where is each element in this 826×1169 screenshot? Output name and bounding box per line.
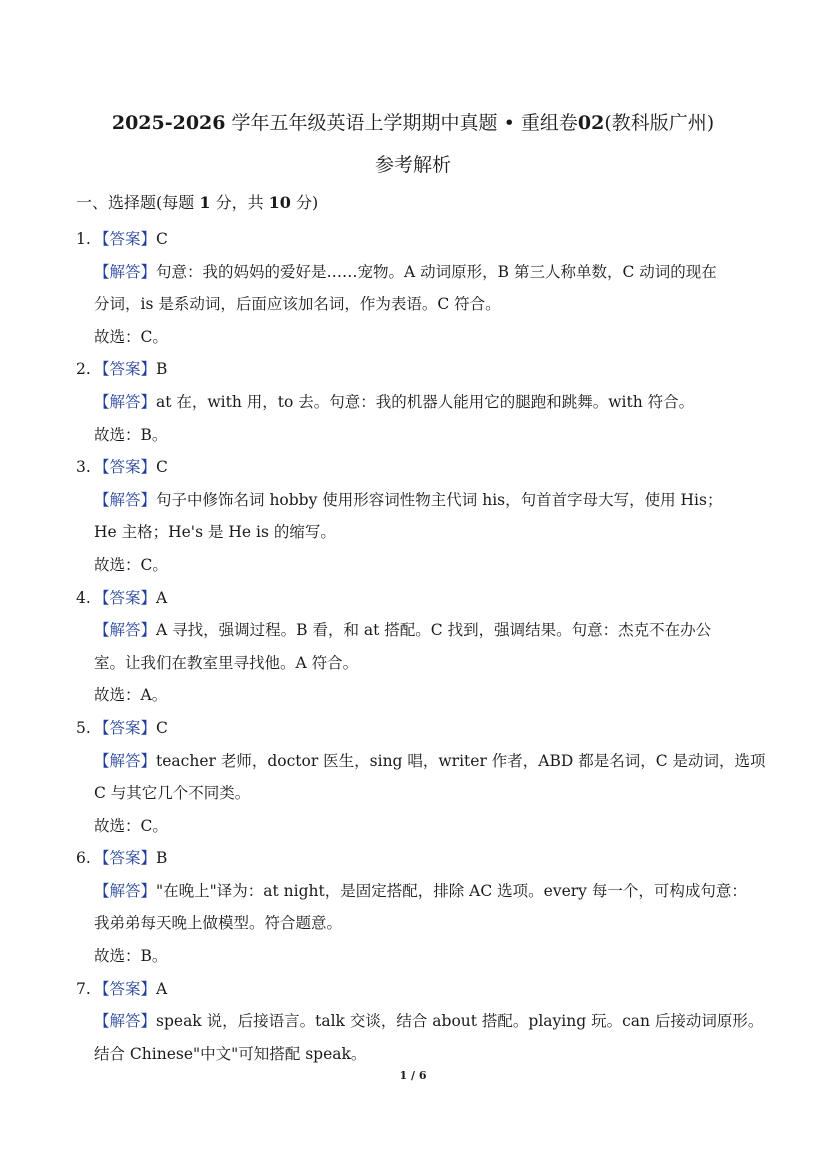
- explanation-line: [76, 614, 736, 647]
- explanation-text: 我弟弟每天晚上做模型。符合题意。: [94, 914, 343, 933]
- title-num: 02: [577, 112, 605, 134]
- explanation-line: [76, 647, 736, 680]
- explanation-line: [76, 256, 736, 289]
- conclusion-line: 故选：B。: [94, 947, 168, 966]
- section-n2: 10: [268, 193, 291, 212]
- answer-tag: 【答案】: [94, 360, 157, 379]
- question-list: [76, 223, 766, 1070]
- conclusion-line: 故选：B。: [94, 425, 168, 444]
- question-number: 5.: [76, 718, 91, 737]
- explanation-tag: 【解答】: [94, 751, 157, 770]
- answer-value: A: [156, 979, 168, 998]
- document-subtitle: 参考解析: [374, 154, 451, 176]
- question-number: 1.: [76, 230, 91, 248]
- answer-line: [76, 842, 736, 875]
- title-text-a: 学年五年级英语上学期期中真题: [225, 112, 498, 134]
- answer-tag: 【答案】: [94, 458, 157, 477]
- answer-line: [76, 451, 736, 484]
- answer-value: A: [156, 588, 168, 607]
- answer-value: C: [156, 230, 168, 248]
- section-suffix: 分): [290, 193, 319, 212]
- question-item: [76, 973, 764, 1071]
- question-item: [76, 712, 766, 842]
- answer-line: [76, 353, 736, 386]
- answer-value: C: [156, 718, 168, 737]
- conclusion-line: 故选：C。: [94, 327, 168, 346]
- question-item: [76, 842, 747, 972]
- explanation-text: A 寻找，强调过程。B 看，和 at 搭配。C 找到，强调结果。句意：杰克不在办公: [156, 621, 712, 640]
- explanation-text: 句子中修饰名词 hobby 使用形容词性物主代词 his，句首首字母大写，使用 His；: [156, 490, 723, 509]
- answer-tag: 【答案】: [94, 588, 157, 607]
- explanation-text: teacher 老师，doctor 医生，sing 唱，writer 作者，ABD 都是名词，C 是动词，选项: [156, 751, 766, 770]
- title-bullet: •: [497, 112, 521, 134]
- question-number: 6.: [76, 849, 91, 868]
- question-item: [76, 582, 736, 712]
- explanation-tag: 【解答】: [94, 1012, 157, 1031]
- explanation-tag: 【解答】: [94, 490, 157, 509]
- explanation-tag: 【解答】: [94, 621, 157, 640]
- section-prefix: 一、选择题(每题: [76, 193, 200, 212]
- explanation-text: He 主格；He's 是 He is 的缩写。: [94, 523, 336, 542]
- explanation-line: [76, 386, 736, 419]
- answer-tag: 【答案】: [94, 849, 157, 868]
- title-text-b: 重组卷: [520, 112, 578, 134]
- explanation-line: [76, 745, 766, 778]
- explanation-text: at 在，with 用，to 去。句意：我的机器人能用它的腿跑和跳舞。with 符合。: [156, 392, 695, 411]
- answer-line: [76, 712, 736, 745]
- answer-tag: 【答案】: [94, 979, 157, 998]
- explanation-line: [76, 1038, 736, 1071]
- section-heading: [76, 190, 318, 216]
- page-number: 1 / 6: [399, 1069, 427, 1082]
- conclusion-line: 故选：A。: [94, 686, 168, 705]
- explanation-text: 句意：我的妈妈的爱好是……宠物。A 动词原形，B 第三人称单数，C 动词的现在: [156, 262, 717, 281]
- answer-value: B: [156, 849, 168, 868]
- question-number: 7.: [76, 979, 91, 998]
- explanation-line: [76, 777, 736, 810]
- answer-tag: 【答案】: [94, 718, 157, 737]
- answer-line: [76, 973, 736, 1006]
- question-number: 2.: [76, 360, 91, 379]
- question-item: [76, 223, 736, 353]
- answer-value: C: [156, 458, 168, 477]
- document-title: [0, 108, 826, 138]
- explanation-line: [76, 288, 736, 321]
- explanation-text: 室。让我们在教室里寻找他。A 符合。: [94, 653, 359, 672]
- title-text-c: (教科版广州): [604, 112, 715, 134]
- answer-value: B: [156, 360, 168, 379]
- explanation-text: 结合 Chinese"中文"可知搭配 speak。: [94, 1044, 367, 1063]
- explanation-text: "在晚上"译为：at night，是固定搭配，排除 AC 选项。every 每一个，可构成句意：: [156, 881, 747, 900]
- section-n1: 1: [199, 193, 211, 212]
- question-item: [76, 353, 736, 451]
- explanation-tag: 【解答】: [94, 392, 157, 411]
- title-years: 2025-2026: [111, 112, 226, 134]
- answer-tag: 【答案】: [94, 230, 157, 248]
- explanation-text: 分词，is 是系动词，后面应该加名词，作为表语。C 符合。: [94, 295, 501, 314]
- explanation-text: speak 说，后接语言。talk 交谈，结合 about 搭配。playing 玩。can 后接动词原形。: [156, 1012, 764, 1031]
- explanation-line: [76, 907, 736, 940]
- explanation-line: [76, 1005, 764, 1038]
- answer-line: [76, 223, 736, 256]
- explanation-line: [76, 875, 747, 908]
- section-mid: 分，共: [210, 193, 269, 212]
- conclusion-line: 故选：C。: [94, 816, 168, 835]
- explanation-line: [76, 516, 736, 549]
- explanation-text: C 与其它几个不同类。: [94, 784, 251, 803]
- conclusion-line: 故选：C。: [94, 555, 168, 574]
- question-number: 3.: [76, 458, 91, 477]
- explanation-tag: 【解答】: [94, 881, 157, 900]
- explanation-tag: 【解答】: [94, 262, 157, 281]
- question-number: 4.: [76, 588, 91, 607]
- question-item: [76, 451, 736, 581]
- explanation-line: [76, 484, 736, 517]
- answer-line: [76, 582, 736, 615]
